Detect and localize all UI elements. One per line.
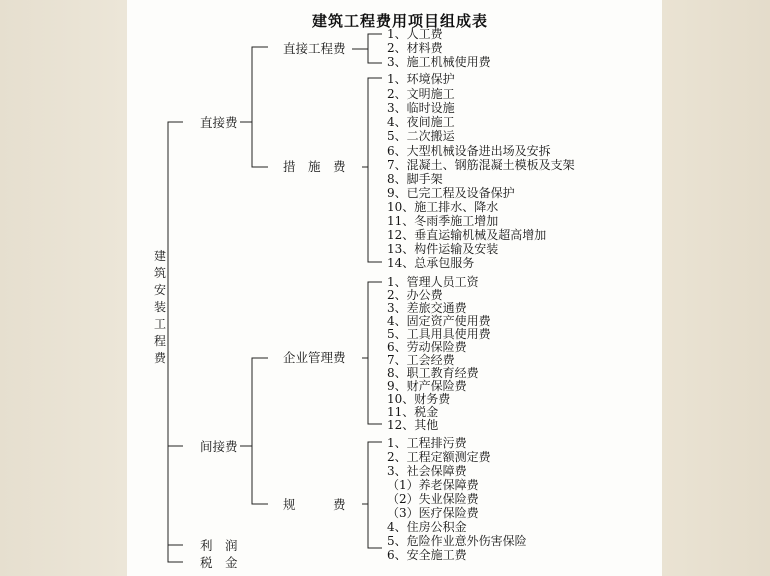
direct-cost-item: 3、施工机械使用费 [387,55,491,69]
fees-item: 5、危险作业意外伤害保险 [387,534,527,548]
management-item: 12、其他 [387,418,439,432]
measures-item: 13、构件运输及安装 [387,242,499,256]
management-item: 9、财产保险费 [387,379,467,393]
direct-fee-bracket-line [252,47,268,167]
enterprise-management-fee-node: 企业管理费 [283,350,346,365]
fees-item: 2、工程定额测定费 [387,450,491,464]
measures-item: 5、二次搬运 [387,129,455,143]
measures-item: 12、垂直运输机械及超高增加 [387,228,547,242]
measures-item: 11、冬雨季施工增加 [387,214,499,228]
direct-cost-items-bracket [368,34,382,63]
fees-item: （1）养老保障费 [387,478,479,492]
management-items-bracket [368,282,382,424]
measures-item: 7、混凝土、钢筋混凝土模板及支架 [387,158,575,172]
management-item: 3、差旅交通费 [387,301,467,315]
management-item: 10、财务费 [387,392,451,406]
measures-item: 10、施工排水、降水 [387,200,499,214]
measures-item: 2、文明施工 [387,87,455,101]
management-item: 8、职工教育经费 [387,366,479,380]
direct-cost-item: 1、人工费 [387,27,443,41]
measures-item: 8、脚手架 [387,172,443,186]
fees-item: （2）失业保险费 [387,492,479,506]
chart-title: 建筑工程费用项目组成表 [312,12,489,30]
tax-node: 税 金 [200,555,238,570]
direct-fee-node: 直接费 [200,115,238,130]
measures-item: 3、临时设施 [387,101,455,115]
management-item: 1、管理人员工资 [387,275,479,289]
measures-item: 1、环境保护 [387,72,455,86]
profit-node: 利 润 [200,538,238,553]
management-item: 11、税金 [387,405,439,419]
measures-fee-node: 措 施 费 [283,159,346,174]
root-node-label: 建筑安装工程费 [153,249,166,365]
management-item: 4、固定资产使用费 [387,314,491,328]
measures-item: 9、已完工程及设备保护 [387,186,515,200]
management-item: 2、办公费 [387,288,443,302]
measures-item: 6、大型机械设备进出场及安拆 [387,144,551,158]
direct-engineering-cost-node: 直接工程费 [283,41,346,56]
management-item: 6、劳动保险费 [387,340,467,354]
fees-item: 1、工程排污费 [387,436,467,450]
indirect-fee-bracket-line [252,358,268,504]
measures-item: 14、总承包服务 [387,256,475,270]
fees-item: 3、社会保障费 [387,464,467,478]
measures-item: 4、夜间施工 [387,115,455,129]
fees-items-bracket [368,442,382,548]
direct-cost-item: 2、材料费 [387,41,443,55]
root-bracket-line [168,122,183,562]
fees-item: 6、安全施工费 [387,548,467,562]
management-item: 5、工具用具使用费 [387,327,491,341]
management-item: 7、工会经费 [387,353,455,367]
regulatory-fees-node: 规 费 [283,497,346,512]
fees-item: （3）医疗保险费 [387,506,479,520]
indirect-fee-node: 间接费 [200,439,238,454]
measures-items-bracket [368,78,382,262]
fees-item: 4、住房公积金 [387,520,467,534]
